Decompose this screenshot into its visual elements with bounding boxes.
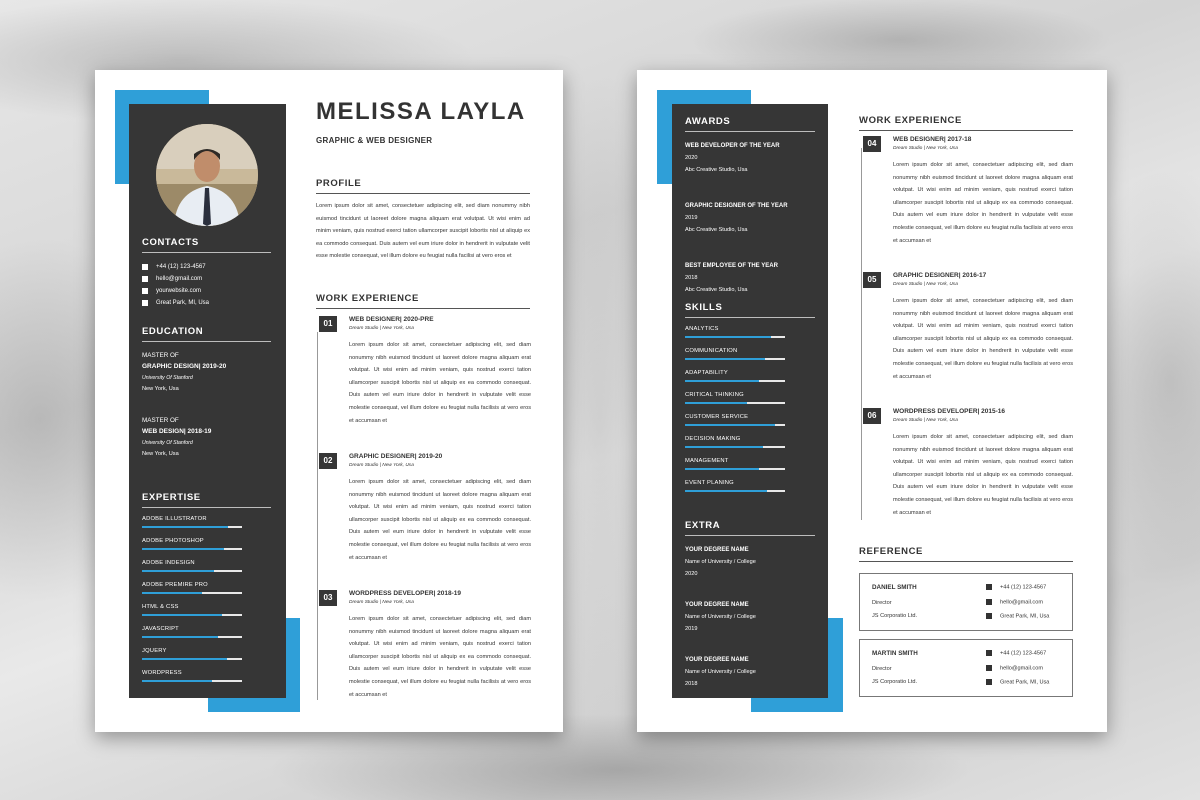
reference-phone-text: +44 (12) 123-4567: [1000, 584, 1047, 591]
contact-list: [142, 261, 271, 309]
education-section: [142, 326, 271, 460]
reference-heading: REFERENCE: [859, 546, 1073, 562]
job-body: [893, 272, 1073, 383]
extra-school: Name of University / College: [685, 559, 756, 565]
award-item: [685, 200, 815, 236]
resume-name: MELISSA LAYLA: [316, 98, 526, 125]
reference-heading-wrap: [859, 546, 1073, 562]
job-body: [893, 408, 1073, 519]
skill-track: [142, 614, 242, 616]
job-company: Dream Studio | New York, Usa: [893, 282, 958, 287]
job-title: WORDPRESS DEVELOPER| 2015-16: [893, 408, 1005, 415]
job-company: Dream Studio | New York, Usa: [349, 326, 414, 331]
skill-label: JQUERY: [142, 648, 167, 654]
job-title: GRAPHIC DESIGNER| 2016-17: [893, 272, 987, 279]
award-year: 2020: [685, 155, 698, 161]
profile-text: Lorem ipsum dolor sit amet, consectetuer adipiscing elit, sed diam nonummy nibh euismod tincidunt ut laoreet dolore magna aliquam erat volutpat. Ut wisi enim ad minim veniam, quis nostrud exerci tation ullamcorper suscipit lobortis nisl ut aliquip ex ea commodo consequat. Duis autem vel eum iriure dolor in hendrerit in vulputate velit esse molestie consequat, vel illum dolore eu feugiat nulla facilisi at vero eros et: [316, 203, 530, 260]
skill-fill: [685, 468, 759, 470]
skill-label: JAVASCRIPT: [142, 626, 179, 632]
reference-address-text: Great Park, MI, Usa: [1000, 613, 1050, 620]
skill-item: [685, 348, 815, 360]
extra-title: YOUR DEGREE NAME: [685, 602, 749, 608]
skill-track: [142, 592, 242, 594]
skill-track: [685, 446, 785, 448]
contact-row: [142, 261, 271, 273]
contact-row: [142, 285, 271, 297]
skill-fill: [142, 614, 222, 616]
skill-fill: [685, 446, 763, 448]
skill-label: ADOBE PREMIRE PRO: [142, 582, 208, 588]
skill-label: ADOBE ILLUSTRATOR: [142, 516, 207, 522]
education-item: [142, 350, 271, 395]
skill-item: [685, 436, 815, 448]
education-field: WEB DESIGN| 2018-19: [142, 428, 212, 435]
reference-role: Director: [872, 600, 892, 606]
education-degree: MASTER OF: [142, 352, 179, 359]
extra-year: 2019: [685, 626, 698, 632]
job-company: Dream Studio | New York, Usa: [349, 463, 414, 468]
skill-fill: [142, 592, 202, 594]
award-title: WEB DEVELOPER OF THE YEAR: [685, 143, 780, 149]
award-title: GRAPHIC DESIGNER OF THE YEAR: [685, 203, 788, 209]
awards-list: [685, 140, 815, 296]
location-icon: [986, 679, 992, 685]
extra-school: Name of University / College: [685, 669, 756, 675]
skill-track: [685, 336, 785, 338]
email-icon: [986, 665, 992, 671]
profile-heading: PROFILE: [316, 178, 530, 194]
reference-phone-text: +44 (12) 123-4567: [1000, 650, 1047, 657]
skill-fill: [142, 636, 218, 638]
skill-fill: [142, 658, 227, 660]
skill-item: [685, 458, 815, 470]
skill-track: [685, 358, 785, 360]
email-icon: [142, 276, 148, 282]
job-company: Dream Studio | New York, Usa: [893, 418, 958, 423]
job-item: [863, 272, 1073, 383]
job-body: [349, 316, 531, 427]
extra-year: 2020: [685, 571, 698, 577]
skill-fill: [685, 402, 747, 404]
contacts-section: [142, 237, 271, 309]
job-body: [893, 136, 1073, 247]
skill-fill: [142, 570, 214, 572]
skill-track: [142, 548, 242, 550]
skill-label: HTML & CSS: [142, 604, 179, 610]
skill-track: [685, 468, 785, 470]
contact-row: [142, 297, 271, 309]
extra-school: Name of University / College: [685, 614, 756, 620]
reference-phone: [986, 584, 1046, 590]
skill-track: [142, 570, 242, 572]
skill-label: MANAGEMENT: [685, 458, 729, 464]
reference-company: JS Corporatio Ltd.: [872, 679, 918, 685]
skill-item: [142, 538, 271, 550]
skill-fill: [142, 548, 224, 550]
profile-photo: [156, 124, 258, 226]
sidebar: [129, 104, 286, 698]
reference-name: DANIEL SMITH: [872, 584, 917, 591]
phone-icon: [986, 650, 992, 656]
skills-heading: SKILLS: [685, 302, 815, 318]
expertise-section: [142, 492, 271, 692]
extra-item: [685, 599, 815, 635]
header: [316, 98, 526, 145]
skill-item: [142, 648, 271, 660]
profile-section: [316, 178, 530, 263]
job-title: WEB DESIGNER| 2020-PRE: [349, 316, 434, 323]
awards-section: [685, 116, 815, 320]
reference-role: Director: [872, 666, 892, 672]
skill-label: ADOBE INDESIGN: [142, 560, 195, 566]
skill-fill: [685, 358, 765, 360]
timeline-line: [317, 332, 318, 700]
education-place: New York, Usa: [142, 386, 179, 392]
job-number: 03: [319, 590, 337, 606]
skills-list: [685, 326, 815, 492]
extra-heading: EXTRA: [685, 520, 815, 536]
job-description: Lorem ipsum dolor sit amet, consectetuer adipiscing elit, sed diam nonummy nibh euismod tincidunt ut laoreet dolore magna aliquam erat volutpat. Ut wisi enim ad minim veniam, quis nostrud exerci tation ullamcorper suscipit lobortis nisl ut aliquip ex ea commodo consequat. Duis autem vel eum iriure dolor in hendrerit in vulputate velit esse molestie consequat, vel illum dolore eu feugiat nulla facilisis at vero eros et accumsan et: [349, 479, 531, 561]
award-year: 2018: [685, 275, 698, 281]
reference-email: [986, 665, 1043, 671]
sidebar: [672, 104, 828, 698]
work-heading: WORK EXPERIENCE: [316, 293, 530, 309]
reference-card: [859, 573, 1073, 631]
job-item: [319, 590, 531, 701]
award-title: BEST EMPLOYEE OF THE YEAR: [685, 263, 778, 269]
skill-item: [142, 626, 271, 638]
awards-heading: AWARDS: [685, 116, 815, 132]
timeline-line: [861, 148, 862, 520]
extra-title: YOUR DEGREE NAME: [685, 657, 749, 663]
job-body: [349, 590, 531, 701]
skill-label: ADAPTABILITY: [685, 370, 728, 376]
web-icon: [142, 288, 148, 294]
location-icon: [986, 613, 992, 619]
skill-item: [142, 516, 271, 528]
skill-label: WORDPRESS: [142, 670, 182, 676]
extra-list: [685, 544, 815, 690]
job-company: Dream Studio | New York, Usa: [349, 600, 414, 605]
job-body: [349, 453, 531, 564]
job-number: 02: [319, 453, 337, 469]
expertise-list: [142, 516, 271, 682]
resume-role: GRAPHIC & WEB DESIGNER: [316, 136, 433, 145]
skill-track: [142, 526, 242, 528]
skill-track: [685, 380, 785, 382]
phone-icon: [986, 584, 992, 590]
extra-title: YOUR DEGREE NAME: [685, 547, 749, 553]
job-description: Lorem ipsum dolor sit amet, consectetuer adipiscing elit, sed diam nonummy nibh euismod tincidunt ut laoreet dolore magna aliquam erat volutpat. Ut wisi enim ad minim veniam, quis nostrud exerci tation ullamcorper suscipit lobortis nisl ut aliquip ex ea commodo consequat. Duis autem vel eum iriure dolor in hendrerit in vulputate velit esse molestie consequat, vel illum dolore eu feugiat nulla facilisis at vero eros et accumsan et: [893, 298, 1073, 380]
skill-item: [685, 414, 815, 426]
reference-address-text: Great Park, MI, Usa: [1000, 679, 1050, 686]
education-field: GRAPHIC DESIGN| 2019-20: [142, 363, 227, 370]
extra-item: [685, 654, 815, 690]
job-item: [863, 408, 1073, 519]
contact-text: hello@gmail.com: [156, 276, 203, 282]
contact-text: Great Park, MI, Usa: [156, 300, 210, 306]
extra-year: 2018: [685, 681, 698, 687]
skill-item: [142, 670, 271, 682]
skill-item: [685, 480, 815, 492]
skill-label: COMMUNICATION: [685, 348, 738, 354]
skill-fill: [685, 380, 759, 382]
resume-page-2: [637, 70, 1107, 732]
award-org: Abc Creative Studio, Usa: [685, 227, 748, 233]
skill-item: [142, 582, 271, 594]
skill-track: [685, 424, 785, 426]
job-title: GRAPHIC DESIGNER| 2019-20: [349, 453, 443, 460]
job-item: [863, 136, 1073, 247]
job-description: Lorem ipsum dolor sit amet, consectetuer adipiscing elit, sed diam nonummy nibh euismod tincidunt ut laoreet dolore magna aliquam erat volutpat. Ut wisi enim ad minim veniam, quis nostrud exerci tation ullamcorper suscipit lobortis nisl ut aliquip ex ea commodo consequat. Duis autem vel eum iriure dolor in hendrerit in vulputate velit esse molestie consequat, vel illum dolore eu feugiat nulla facilisis at vero eros et accumsan et: [893, 162, 1073, 244]
contact-row: [142, 273, 271, 285]
award-year: 2019: [685, 215, 698, 221]
reference-email-text: hello@gmail.com: [1000, 665, 1043, 672]
award-org: Abc Creative Studio, Usa: [685, 167, 748, 173]
reference-email: [986, 599, 1043, 605]
skill-item: [142, 560, 271, 572]
job-description: Lorem ipsum dolor sit amet, consectetuer adipiscing elit, sed diam nonummy nibh euismod tincidunt ut laoreet dolore magna aliquam erat volutpat. Ut wisi enim ad minim veniam, quis nostrud exerci tation ullamcorper suscipit lobortis nisl ut aliquip ex ea commodo consequat. Duis autem vel eum iriure dolor in hendrerit in vulputate velit esse molestie consequat, vel illum dolore eu feugiat nulla facilisis at vero eros et accumsan et: [349, 342, 531, 424]
contact-text: yourwebsite.com: [156, 288, 202, 294]
job-description: Lorem ipsum dolor sit amet, consectetuer adipiscing elit, sed diam nonummy nibh euismod tincidunt ut laoreet dolore magna aliquam erat volutpat. Ut wisi enim ad minim veniam, quis nostrud exerci tation ullamcorper suscipit lobortis nisl ut aliquip ex ea commodo consequat. Duis autem vel eum iriure dolor in hendrerit in vulputate velit esse molestie consequat, vel illum dolore eu feugiat nulla facilisis at vero eros et accumsan et: [893, 434, 1073, 516]
job-title: WEB DESIGNER| 2017-18: [893, 136, 972, 143]
extra-section: [685, 520, 815, 709]
education-school: University Of Stanford: [142, 375, 193, 381]
skill-track: [685, 490, 785, 492]
skill-fill: [685, 336, 771, 338]
job-title: WORDPRESS DEVELOPER| 2018-19: [349, 590, 461, 597]
skill-item: [685, 326, 815, 338]
skill-label: EVENT PLANING: [685, 480, 734, 486]
reference-company: JS Corporatio Ltd.: [872, 613, 918, 619]
job-company: Dream Studio | New York, Usa: [893, 146, 958, 151]
education-place: New York, Usa: [142, 451, 179, 457]
skill-fill: [142, 526, 228, 528]
skill-fill: [142, 680, 212, 682]
skill-track: [685, 402, 785, 404]
email-icon: [986, 599, 992, 605]
job-description: Lorem ipsum dolor sit amet, consectetuer adipiscing elit, sed diam nonummy nibh euismod tincidunt ut laoreet dolore magna aliquam erat volutpat. Ut wisi enim ad minim veniam, quis nostrud exerci tation ullamcorper suscipit lobortis nisl ut aliquip ex ea commodo consequat. Duis autem vel eum iriure dolor in hendrerit in vulputate velit esse molestie consequat, vel illum dolore eu feugiat nulla facilisis at vero eros et accumsan et: [349, 616, 531, 698]
contacts-heading: CONTACTS: [142, 237, 271, 253]
job-item: [319, 316, 531, 427]
reference-address: [986, 679, 1049, 685]
skill-fill: [685, 490, 767, 492]
extra-item: [685, 544, 815, 580]
job-number: 06: [863, 408, 881, 424]
skill-item: [142, 604, 271, 616]
job-number: 01: [319, 316, 337, 332]
location-icon: [142, 300, 148, 306]
award-item: [685, 260, 815, 296]
reference-address: [986, 613, 1049, 619]
skill-track: [142, 658, 242, 660]
job-item: [319, 453, 531, 564]
resume-page-1: [95, 70, 563, 732]
skill-label: CUSTOMER SERVICE: [685, 414, 749, 420]
reference-email-text: hello@gmail.com: [1000, 599, 1043, 606]
expertise-heading: EXPERTISE: [142, 492, 271, 508]
contact-text: +44 (12) 123-4567: [156, 264, 206, 270]
phone-icon: [142, 264, 148, 270]
job-number: 04: [863, 136, 881, 152]
reference-phone: [986, 650, 1046, 656]
skill-track: [142, 636, 242, 638]
skill-label: ANALYTICS: [685, 326, 719, 332]
skill-item: [685, 370, 815, 382]
skill-track: [142, 680, 242, 682]
reference-card: [859, 639, 1073, 697]
work-heading-wrap: [316, 293, 530, 309]
education-degree: MASTER OF: [142, 417, 179, 424]
education-item: [142, 415, 271, 460]
education-school: University Of Stanford: [142, 440, 193, 446]
skill-label: ADOBE PHOTOSHOP: [142, 538, 204, 544]
reference-name: MARTIN SMITH: [872, 650, 918, 657]
skills-section: [685, 302, 815, 502]
skill-item: [685, 392, 815, 404]
award-org: Abc Creative Studio, Usa: [685, 287, 748, 293]
skill-label: DECISION MAKING: [685, 436, 741, 442]
work-heading: WORK EXPERIENCE: [859, 115, 1073, 131]
skill-fill: [685, 424, 775, 426]
education-list: [142, 350, 271, 460]
job-number: 05: [863, 272, 881, 288]
skill-label: CRITICAL THINKING: [685, 392, 744, 398]
work-heading-wrap: [859, 115, 1073, 131]
education-heading: EDUCATION: [142, 326, 271, 342]
award-item: [685, 140, 815, 176]
